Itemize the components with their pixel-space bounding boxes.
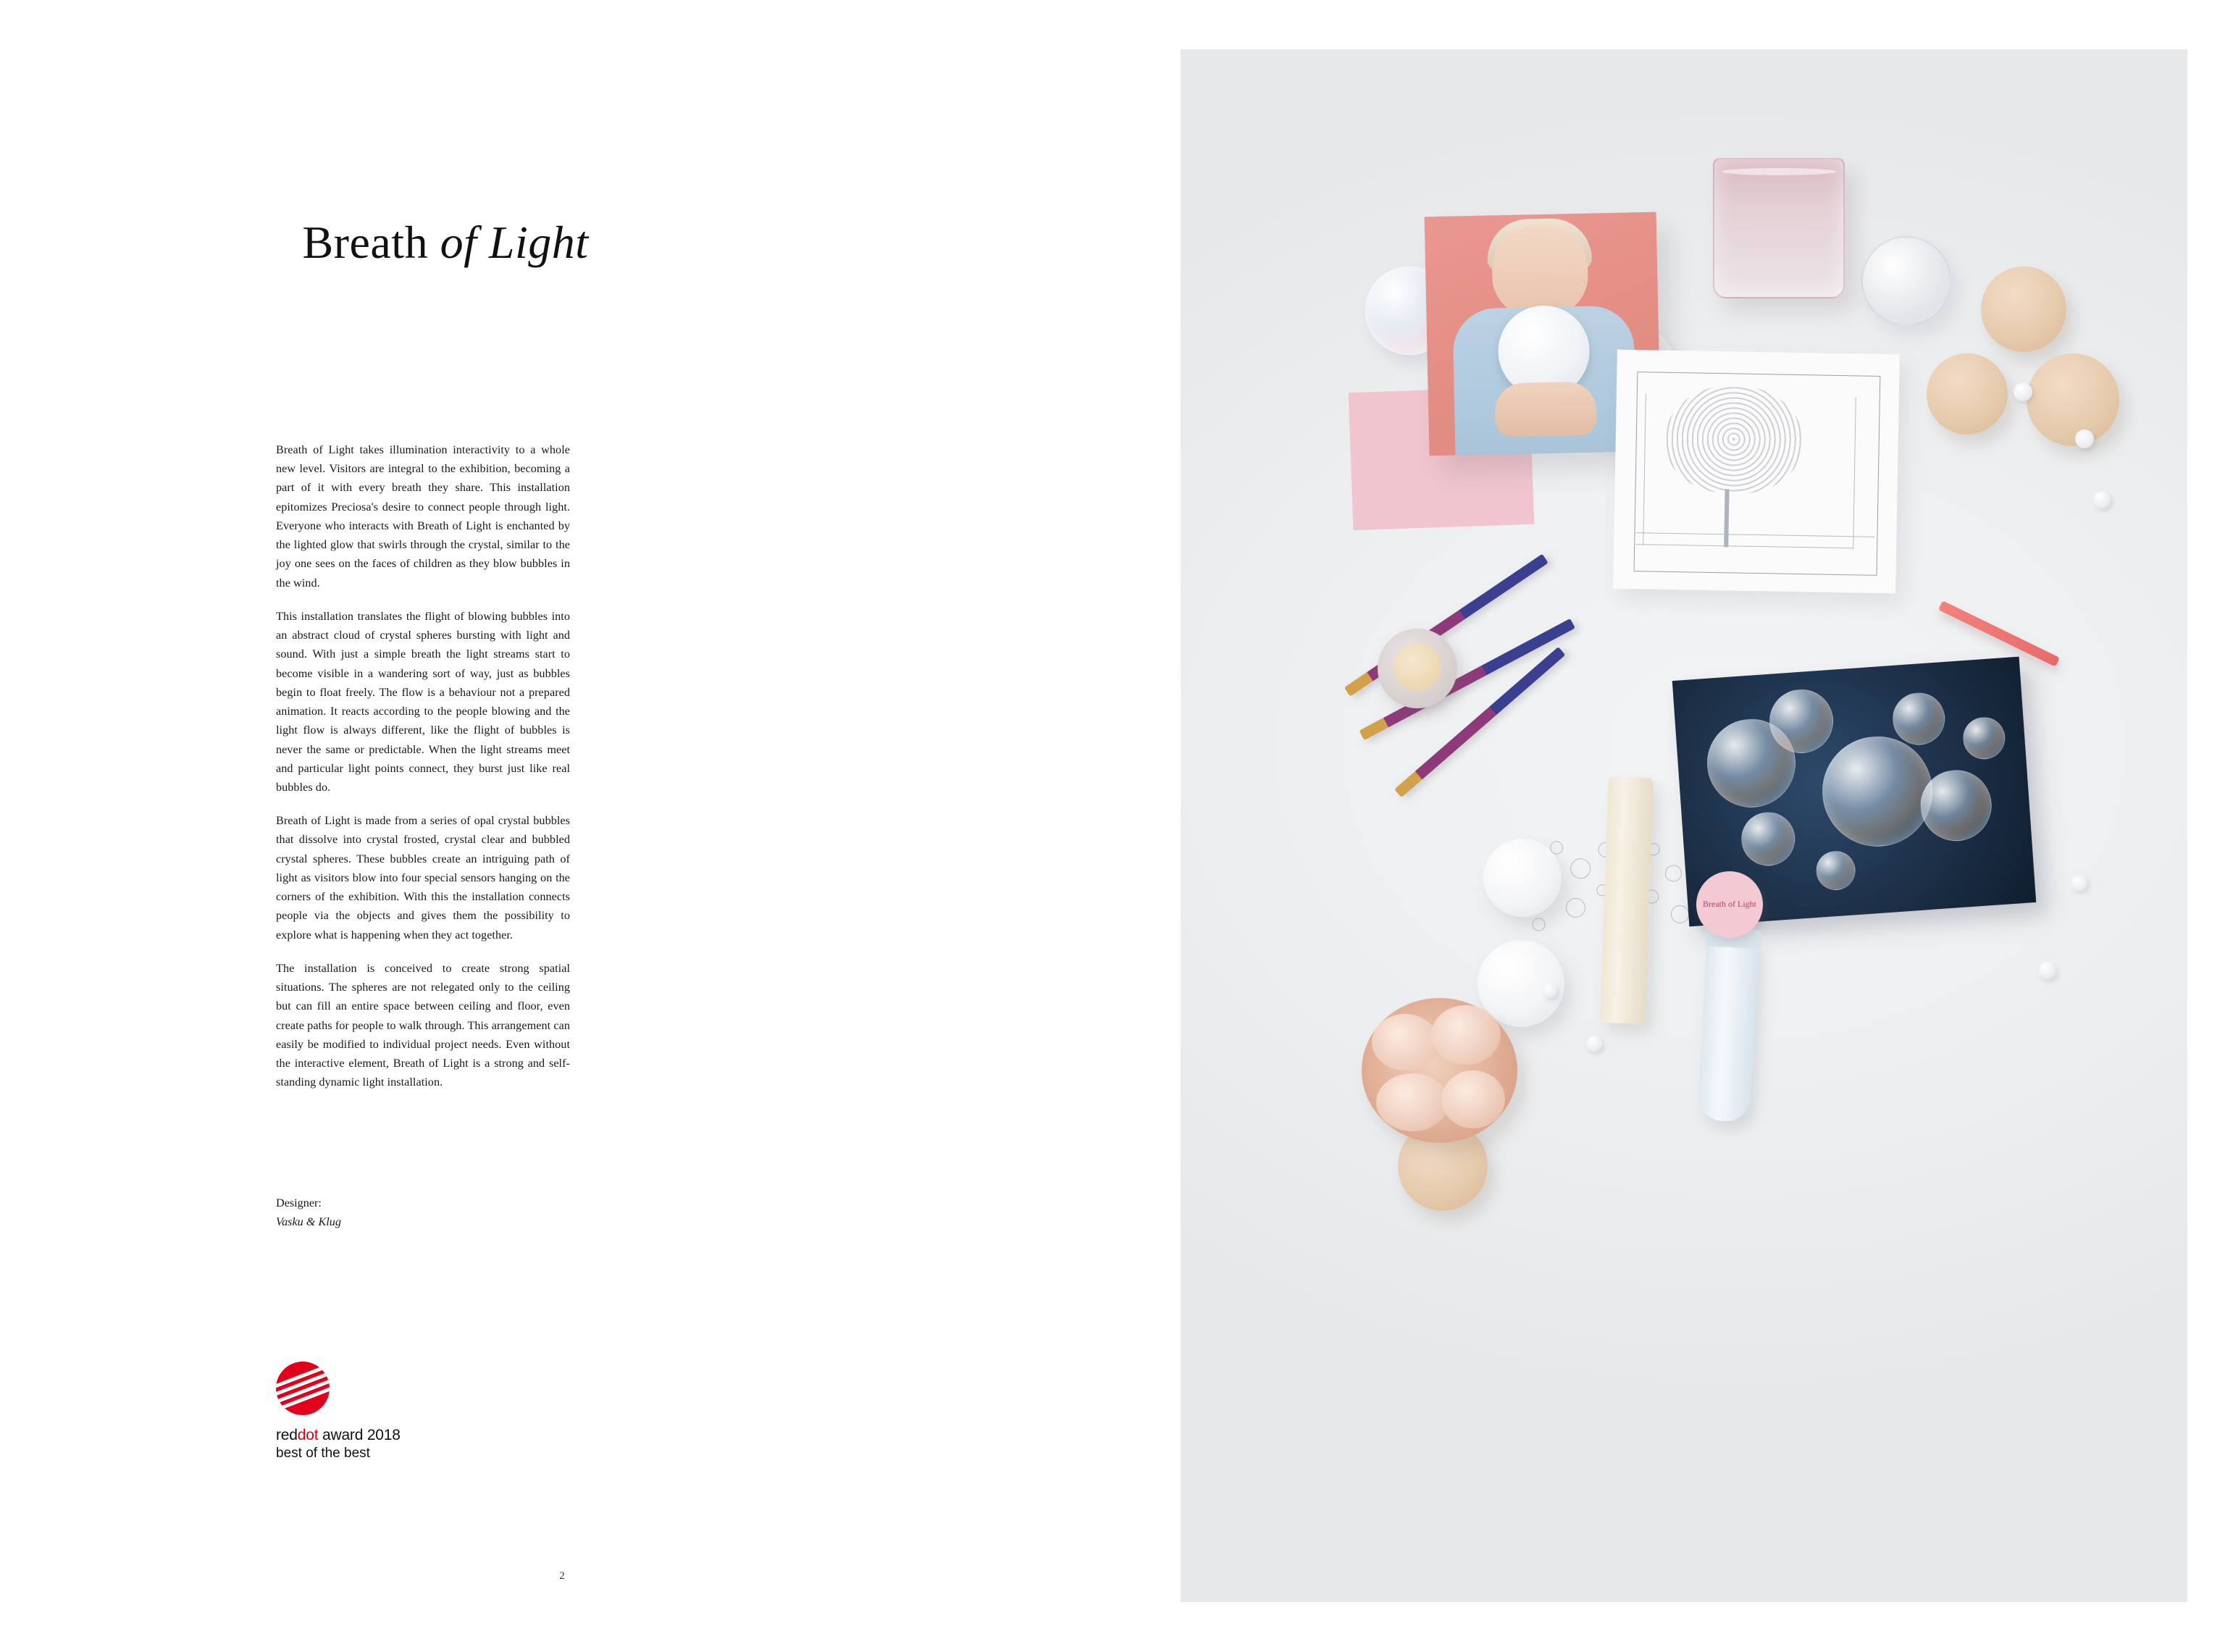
pink-glass-tumbler [1713, 158, 1845, 298]
reddot-award-badge [276, 1362, 493, 1462]
award-title [276, 1427, 493, 1444]
white-sphere-1 [1483, 839, 1562, 917]
pearl-7 [2014, 382, 2032, 401]
award-title-rest: award 2018 [318, 1427, 401, 1443]
breath-of-light-sticker [1696, 871, 1763, 938]
award-red-word: red [276, 1427, 298, 1443]
tall-candle [1600, 776, 1654, 1024]
architectural-sketch-paper [1613, 350, 1900, 594]
wooden-disc-3 [2027, 353, 2119, 446]
body-text-column [276, 440, 570, 1092]
page-number: 2 [559, 1570, 565, 1582]
dried-flower [1362, 998, 1517, 1143]
paragraph-3: Breath of Light is made from a series of opal crystal bubbles that dissolve into crystal frosted, crystal clear and bubbled crystal spheres. These bubbles create an intriguing path of light as visitors blow into four special sensors hanging on the corners of the exhibition. With this the installation connects people via the objects and gives them the possibility to explore what is happening when they act together. [276, 814, 570, 942]
pink-marker-stick [1938, 600, 2060, 666]
reddot-logo-icon [276, 1362, 330, 1415]
pearl-6 [1586, 1036, 1602, 1052]
page-title-regular: Breath [302, 217, 440, 268]
pearl-2 [2093, 491, 2111, 508]
right-page-photo [1181, 49, 2187, 1602]
page-title-italic: of Light [440, 217, 589, 268]
paragraph-2: This installation translates the flight of blowing bubbles into an abstract cloud of crystal spheres bursting with light and sound. With just a simple breath the light streams start to become visible in a wandering sort of way, just as bubbles begin to float freely. The flow is a behaviour not a prepared animation. It reacts according to the people blowing and the light flow is always different, like the flight of bubbles is never the same or predictable. When the light streams meet and particular light points connect, they burst just like real bubbles do. [276, 609, 570, 794]
pearl-4 [2039, 962, 2056, 979]
pearl-1 [2075, 429, 2094, 448]
award-dot-word: dot [297, 1427, 319, 1443]
pearl-3 [2071, 875, 2087, 891]
designer-label: Designer: [276, 1196, 322, 1209]
designer-credit [276, 1194, 580, 1231]
sticker-label: Breath of Light [1703, 899, 1756, 910]
pearl-5 [1543, 984, 1557, 998]
wooden-disc-2 [1927, 353, 2008, 435]
award-subtitle: best of the best [276, 1446, 370, 1461]
page-title [0, 217, 891, 268]
flatlay-photo [1181, 49, 2187, 1602]
wooden-disc-1 [1981, 267, 2066, 352]
clear-glass-cup [1861, 236, 1951, 326]
paragraph-4: The installation is conceived to create strong spatial situations. The spheres are not relegated only to the ceiling but can fill an entire space between ceiling and floor, even create paths for people to walk through. This arrangement can easily be modified to individual project needs. Even without the interactive element, Breath of Light is a strong and self-standing dynamic light installation. [276, 961, 570, 1089]
test-tube-vial [1698, 939, 1759, 1122]
round-lidded-box [1378, 629, 1457, 708]
paragraph-1: Breath of Light takes illumination interactivity to a whole new level. Visitors are integral to the exhibition, becoming a part of it with every breath they share. This installation epitomizes Preciosa's desire to connect people through light. Everyone who interacts with Breath of Light is enchanted by the lighted glow that swirls through the crystal, similar to the joy one sees on the faces of children as they blow bubbles in the wind. [276, 443, 570, 590]
designer-name: Vasku & Klug [276, 1215, 341, 1229]
